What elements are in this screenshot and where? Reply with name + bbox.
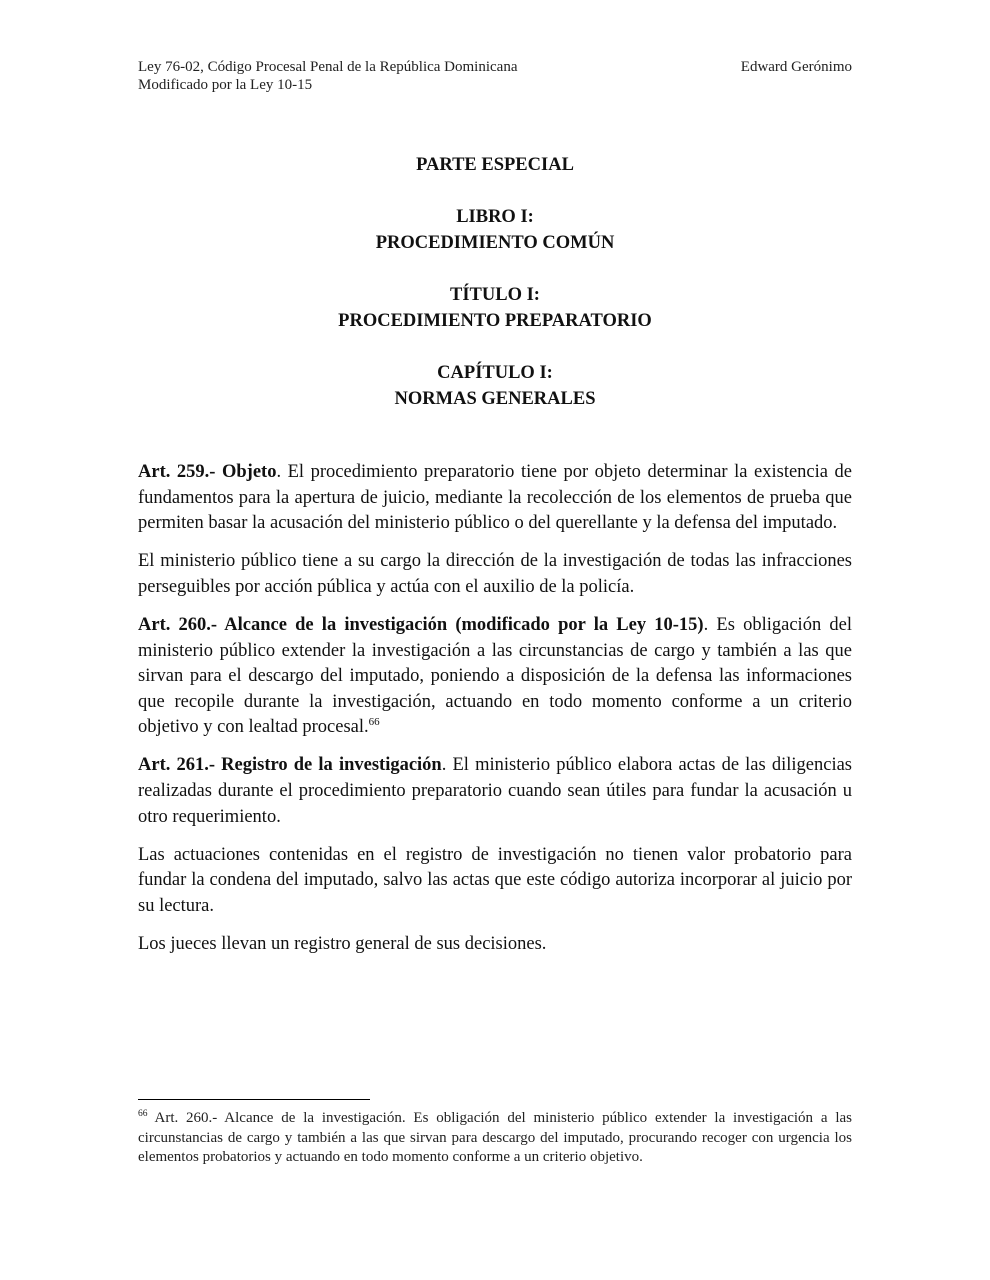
capitulo-heading bbox=[138, 360, 852, 412]
parte-heading bbox=[138, 152, 852, 178]
footnote-text: Art. 260.- Alcance de la investigación. Es obligación del ministerio público extender la investigación a las circunstancias de cargo y también a las que sirvan para descargo del imputado, procurando recoger con urgencia los elementos probatorios y actuando en todo momento conforme a un criterio objetivo. bbox=[138, 1110, 852, 1165]
header-modification: Modificado por la Ley 10-15 bbox=[138, 77, 313, 93]
article-260-text: . Es obligación del ministerio público extender la investigación a las circunstancias de cargo y también a las que sirvan para el descargo del imputado, poniendo a disposición de la defensa las informaciones que recopile durante la investigación, actuando en todo momento conforme a un criterio objetivo y con lealtad procesal. bbox=[138, 614, 852, 738]
footnote-separator bbox=[138, 1099, 370, 1100]
header-law-title: Ley 76-02, Código Procesal Penal de la República Dominicana bbox=[138, 59, 518, 75]
footnote-reference[interactable]: 66 bbox=[368, 716, 380, 729]
libro-heading bbox=[138, 204, 852, 256]
capitulo-title: NORMAS GENERALES bbox=[394, 389, 596, 409]
libro-title: PROCEDIMIENTO COMÚN bbox=[375, 233, 615, 253]
header-author: Edward Gerónimo bbox=[740, 59, 852, 75]
parte-title: PARTE ESPECIAL bbox=[416, 155, 574, 175]
article-259-paragraph-2: El ministerio público tiene a su cargo la dirección de la investigación de todas las infracciones perseguibles por acción pública y actúa con el auxilio de la policía. bbox=[138, 551, 852, 597]
titulo-title: PROCEDIMIENTO PREPARATORIO bbox=[338, 311, 652, 331]
titulo-heading bbox=[138, 282, 852, 334]
article-261-paragraph-2: Las actuaciones contenidas en el registro de investigación no tienen valor probatorio para fundar la condena del imputado, salvo las actas que este código autoriza incorporar al juicio por su lectura. bbox=[138, 844, 852, 916]
article-259-heading: Art. 259.- Objeto bbox=[138, 462, 277, 482]
page-header bbox=[138, 58, 852, 94]
section-headings bbox=[138, 152, 852, 438]
article-261-text: . El ministerio público elabora actas de las diligencias realizadas durante el procedimiento preparatorio cuando sean útiles para fundar la acusación u otro requerimiento. bbox=[138, 755, 853, 827]
document-body bbox=[138, 460, 852, 970]
capitulo-number: CAPÍTULO I: bbox=[437, 363, 553, 383]
footnote-number: 66 bbox=[138, 1109, 148, 1119]
article-261-heading: Art. 261.- Registro de la investigación bbox=[138, 755, 442, 776]
article-260-heading: Art. 260.- Alcance de la investigación (modificado por la Ley 10-15) bbox=[138, 614, 704, 635]
article-260-paragraph bbox=[138, 613, 852, 741]
article-259-paragraph bbox=[138, 460, 852, 537]
article-259-text: . El procedimiento preparatorio tiene por objeto determinar la existencia de fundamentos para la apertura de juicio, mediante la recolección de los elementos de prueba que permiten basar la acusación del ministerio público o del querellante y la defensa del imputado. bbox=[138, 462, 852, 534]
libro-number: LIBRO I: bbox=[456, 207, 534, 227]
footnote bbox=[138, 1109, 852, 1168]
titulo-number: TÍTULO I: bbox=[450, 285, 540, 305]
article-261-paragraph-3: Los jueces llevan un registro general de sus decisiones. bbox=[138, 934, 547, 954]
article-261-paragraph bbox=[138, 753, 852, 830]
